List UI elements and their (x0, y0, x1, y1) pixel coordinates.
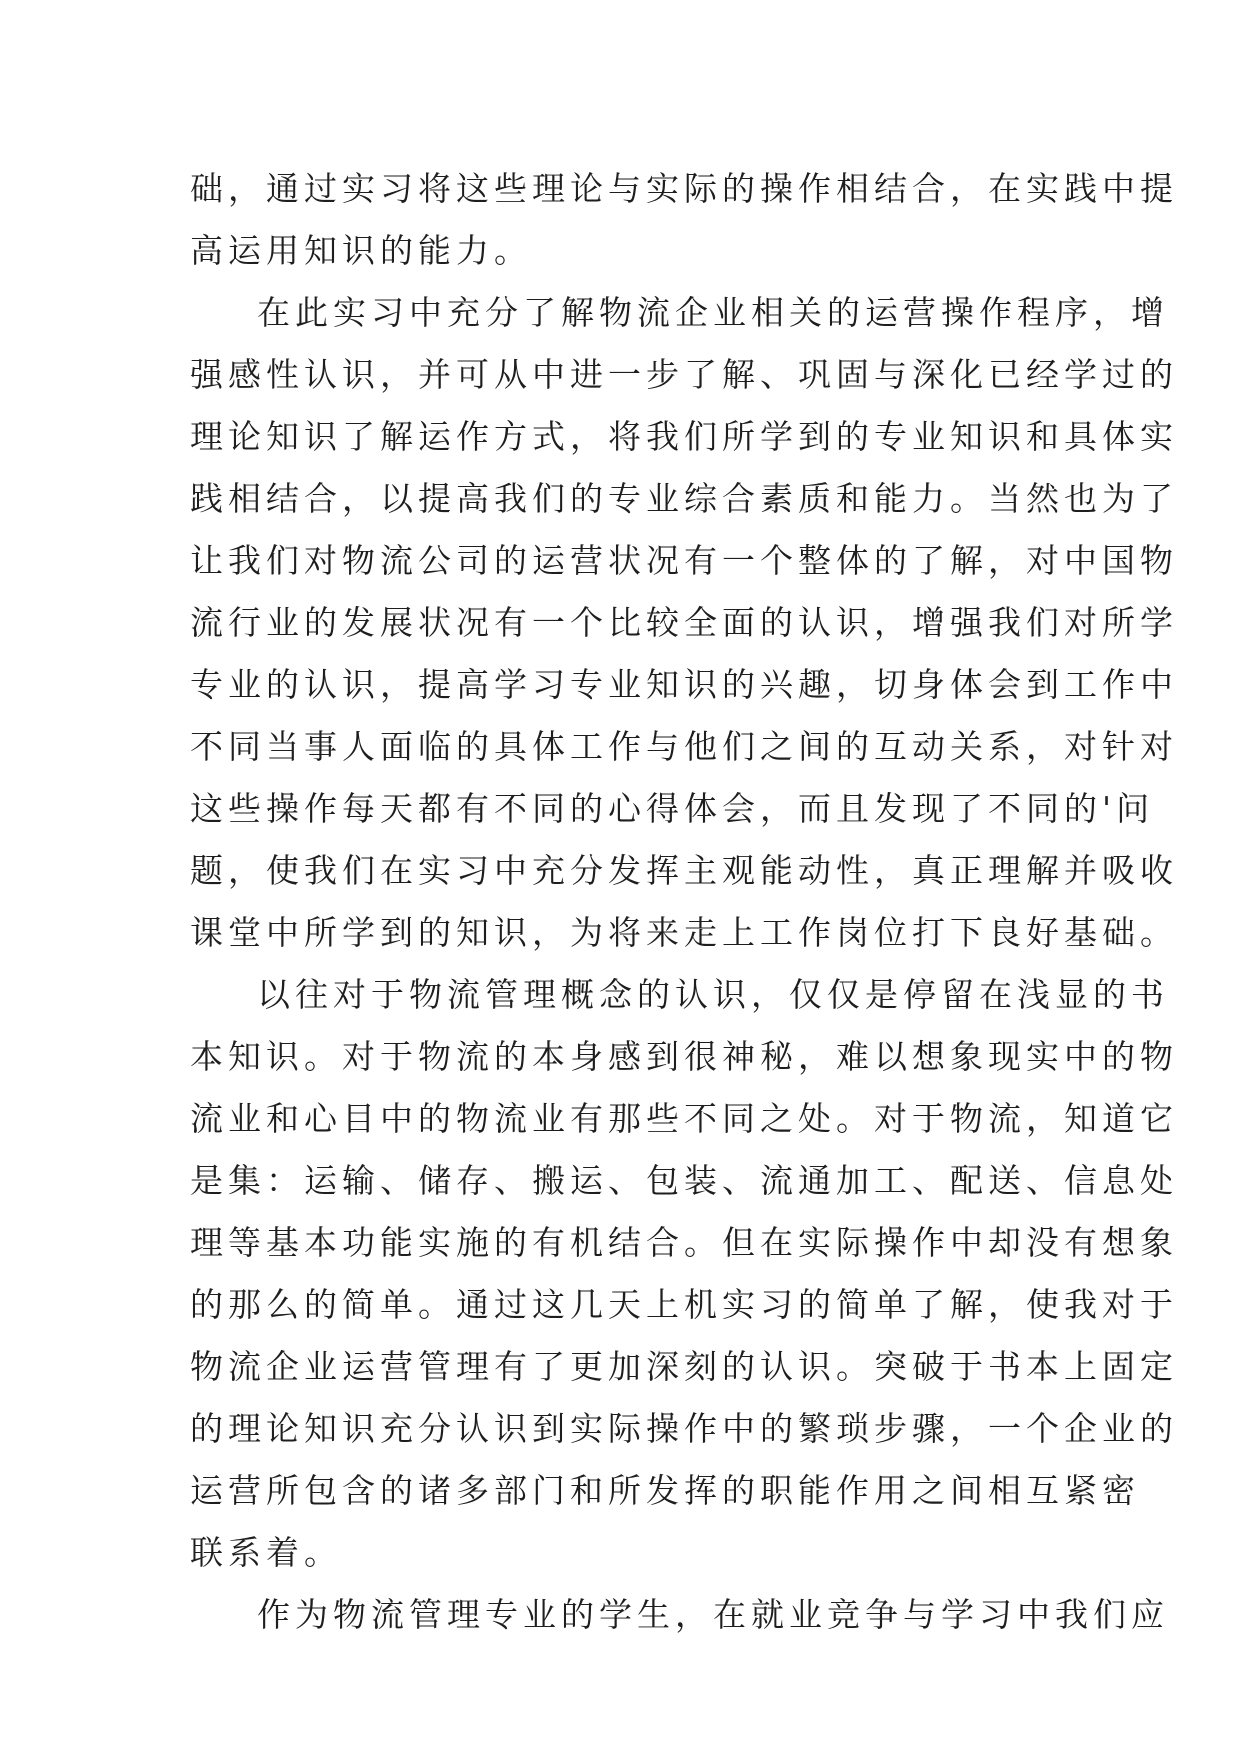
text-line: 让我们对物流公司的运营状况有一个整体的了解，对中国物 (190, 541, 1178, 580)
text-line: 运营所包含的诸多部门和所发挥的职能作用之间相互紧密 (190, 1471, 1140, 1510)
paragraph (190, 1584, 1169, 1646)
text-line: 的理论知识充分认识到实际操作中的繁琐步骤，一个企业的 (190, 1409, 1178, 1448)
text-line: 流业和心目中的物流业有那些不同之处。对于物流，知道它 (190, 1099, 1178, 1138)
text-line: 专业的认识，提高学习专业知识的兴趣，切身体会到工作中 (190, 665, 1178, 704)
text-line: 不同当事人面临的具体工作与他们之间的互动关系，对针对 (190, 727, 1178, 766)
text-line: 流行业的发展状况有一个比较全面的认识，增强我们对所学 (190, 603, 1178, 642)
paragraph (190, 282, 1178, 964)
text-line: 题，使我们在实习中充分发挥主观能动性，真正理解并吸收 (190, 851, 1178, 890)
text-line: 践相结合，以提高我们的专业综合素质和能力。当然也为了 (190, 479, 1178, 518)
text-line: 以往对于物流管理概念的认识，仅仅是停留在浅显的书 (257, 975, 1169, 1014)
text-line: 这些操作每天都有不同的心得体会，而且发现了不同的'问 (190, 789, 1155, 828)
text-line: 在此实习中充分了解物流企业相关的运营操作程序，增 (257, 293, 1169, 332)
paragraph (190, 158, 1178, 282)
text-line: 作为物流管理专业的学生，在就业竞争与学习中我们应 (257, 1595, 1169, 1634)
text-line: 理等基本功能实施的有机结合。但在实际操作中却没有想象 (190, 1223, 1178, 1262)
text-line: 联系着。 (190, 1533, 342, 1572)
paragraph (190, 964, 1178, 1584)
text-line: 的那么的简单。通过这几天上机实习的简单了解，使我对于 (190, 1285, 1178, 1324)
text-line: 本知识。对于物流的本身感到很神秘，难以想象现实中的物 (190, 1037, 1178, 1076)
text-line: 课堂中所学到的知识，为将来走上工作岗位打下良好基础。 (190, 913, 1178, 952)
text-line: 础，通过实习将这些理论与实际的操作相结合，在实践中提 (190, 169, 1178, 208)
text-line: 理论知识了解运作方式，将我们所学到的专业知识和具体实 (190, 417, 1178, 456)
text-line: 是集：运输、储存、搬运、包装、流通加工、配送、信息处 (190, 1161, 1178, 1200)
text-line: 物流企业运营管理有了更加深刻的认识。突破于书本上固定 (190, 1347, 1178, 1386)
document-body (190, 158, 1178, 1646)
text-line: 高运用知识的能力。 (190, 231, 532, 270)
text-line: 强感性认识，并可从中进一步了解、巩固与深化已经学过的 (190, 355, 1178, 394)
